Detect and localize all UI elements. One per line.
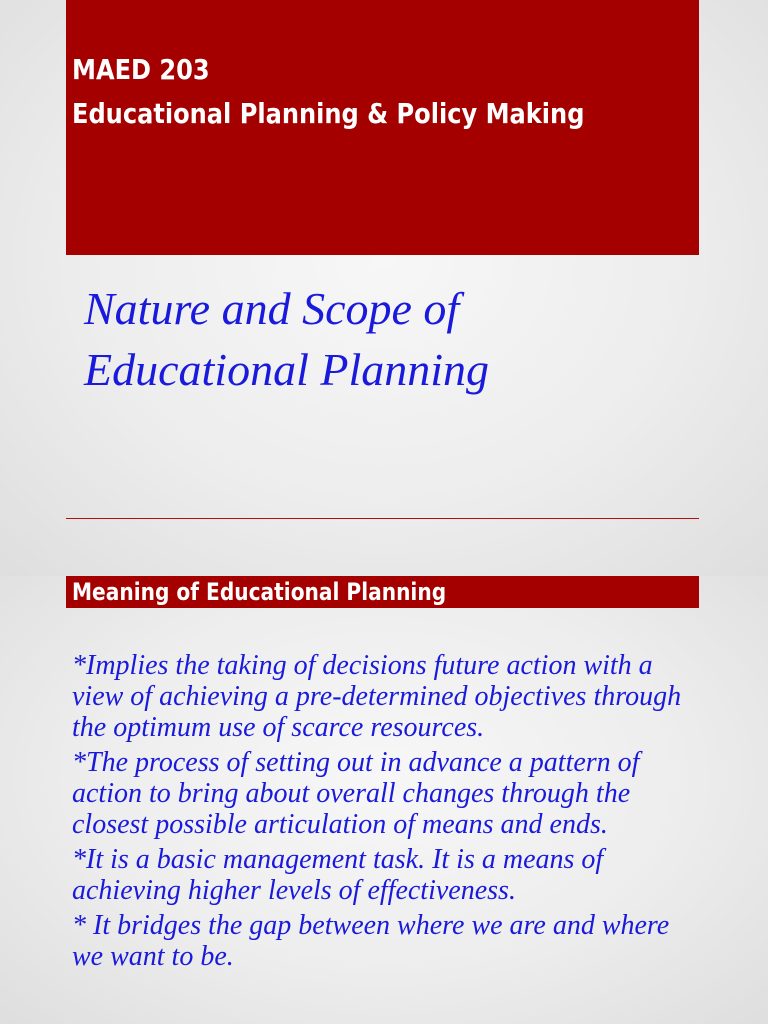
course-code: MAED 203: [72, 53, 210, 86]
subtitle-line-2: Educational Planning: [84, 344, 490, 395]
bullet-item: * It bridges the gap between where we are and where we want to be.: [72, 910, 670, 972]
bullet-item: *Implies the taking of decisions future action with a view of achieving a pre-determined objectives through the optimum use of scarce resources.: [72, 650, 682, 743]
slide-heading: Meaning of Educational Planning: [72, 578, 447, 606]
heading-banner: [66, 576, 699, 608]
bullet-item: *The process of setting out in advance a pattern of action to bring about overall changes through the closest possible articulation of means and ends.: [72, 747, 640, 840]
bullet-item: *It is a basic management task. It is a means of achieving higher levels of effectiveness.: [72, 844, 604, 906]
content-slide: [0, 576, 768, 1024]
slide-subtitle: [84, 278, 704, 400]
title-banner: [66, 0, 699, 255]
bullet-list: [72, 650, 696, 976]
subtitle-line-1: Nature and Scope of: [84, 283, 460, 334]
course-title: Educational Planning & Policy Making: [72, 97, 585, 130]
divider-line: [66, 518, 699, 519]
